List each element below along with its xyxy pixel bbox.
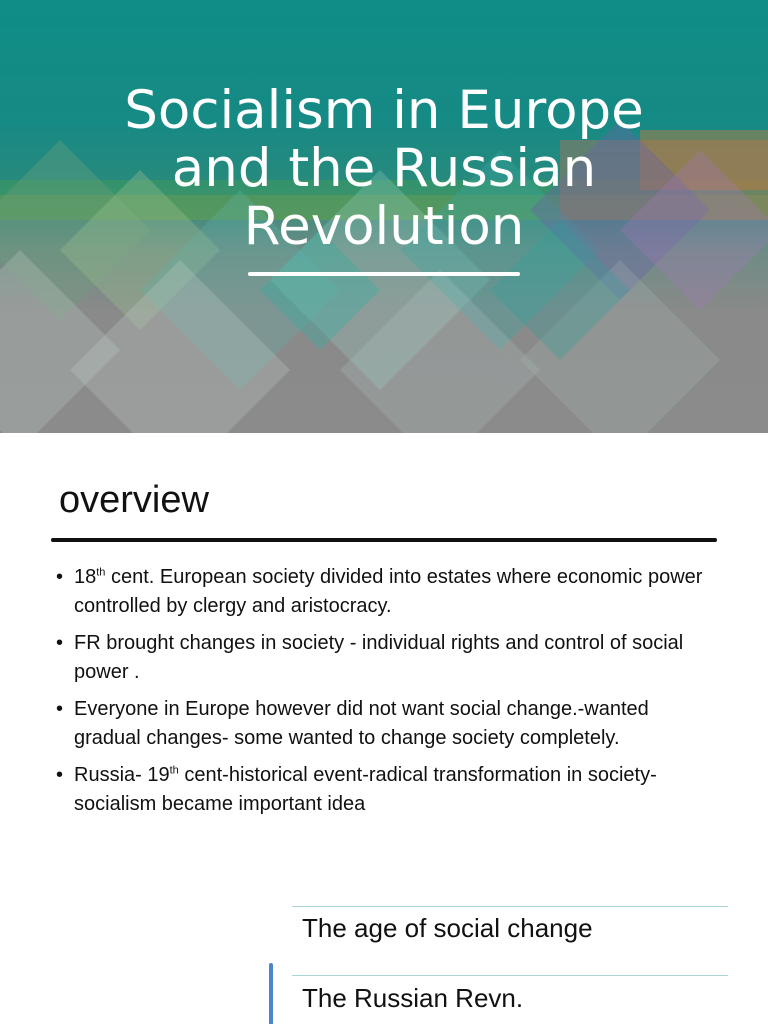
bullet-text: cent. European society divided into estates where economic power controlled by clergy and aristocracy. (74, 566, 703, 617)
title-line-3: Revolution (243, 196, 525, 257)
overview-heading: overview (59, 479, 209, 521)
title-line-1: Socialism in Europe (124, 80, 644, 141)
overview-slide (0, 433, 768, 873)
bullet-dot-icon: • (56, 566, 64, 588)
bullet-text-prefix: 18 (74, 566, 97, 588)
agenda-item-social-change: The age of social change (302, 913, 593, 943)
agenda-divider (292, 975, 728, 976)
bullet-dot-icon: • (56, 632, 64, 654)
agenda-slide (0, 873, 768, 1024)
bullet-item (56, 695, 716, 753)
title-slide (0, 0, 768, 433)
bullet-dot-icon: • (56, 764, 64, 786)
agenda-divider (292, 906, 728, 907)
heading-rule (51, 538, 717, 542)
bullet-text: FR brought changes in society - individual rights and control of social power . (74, 632, 684, 683)
bullet-item (56, 629, 716, 687)
agenda-accent-bar (269, 963, 273, 1024)
bullet-text: cent-historical event-radical transformation in society- socialism became important idea (74, 764, 657, 815)
bullet-text-prefix: Russia- 19 (74, 764, 170, 786)
title-line-2: and the Russian (171, 138, 597, 199)
bullet-text: Everyone in Europe however did not want social change.-wanted gradual changes- some wanted to change society completely. (74, 698, 649, 749)
title-underline (248, 272, 520, 276)
agenda-item-russian-revolution: The Russian Revn. (302, 983, 524, 1013)
bullet-list (56, 563, 716, 827)
bullet-item (56, 563, 716, 621)
ordinal-suffix: th (169, 764, 179, 777)
ordinal-suffix: th (96, 566, 106, 579)
bullet-dot-icon: • (56, 698, 64, 720)
bullet-item (56, 761, 716, 819)
presentation-title (0, 82, 768, 256)
